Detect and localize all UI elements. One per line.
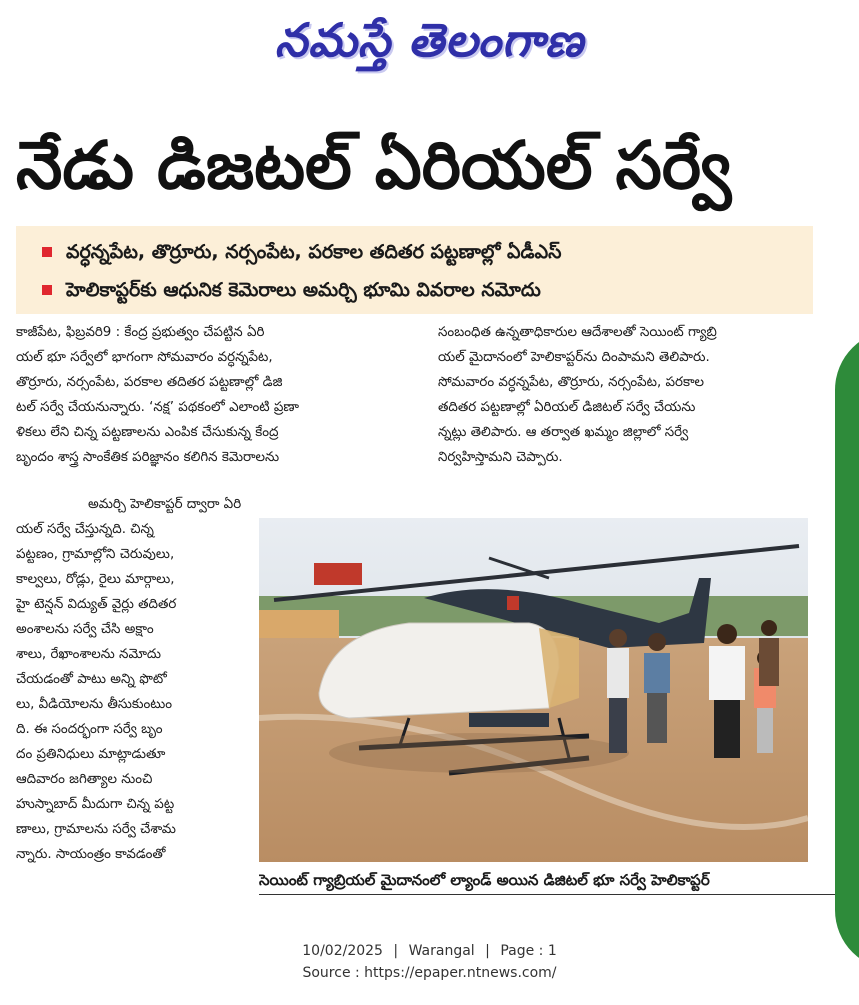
footer-source-link[interactable]: https://epaper.ntnews.com/: [364, 965, 557, 981]
text-line: శాలు, రేఖాంశాలను నమోదు: [16, 647, 162, 662]
footer-edition-line: [0, 943, 859, 959]
text-line: లు, వీడియోలను తీసుకుంటుం: [16, 697, 173, 712]
text-line: హుస్నాబాద్ మీదుగా చిన్న పట్ట: [16, 797, 175, 812]
bullet-icon: [42, 247, 52, 257]
text-line: చేయడంతో పాటు అన్ని ఫొటో: [16, 672, 167, 687]
text-line: పట్టణం, గ్రామాల్లోని చెరువులు,: [16, 547, 175, 562]
footer-date: 10/02/2025: [302, 943, 383, 959]
side-decorative-band: [835, 330, 859, 970]
text-line: నిర్వహిస్తామని చెప్పారు.: [438, 450, 563, 465]
photo-caption: సెయింట్ గ్యాబ్రియల్ మైదానంలో ల్యాండ్ అయిన డిజిటల్ భూ సర్వే హెలికాప్టర్: [259, 871, 710, 889]
helicopter-photo: [259, 518, 808, 862]
footer-separator: |: [393, 943, 399, 959]
text-line: అంశాలను సర్వే చేసి అక్షాం: [16, 622, 154, 637]
text-line: టల్ సర్వే చేయనున్నారు. ‘నక్ష’ పథకంలో ఎలాంటి ప్రణా: [16, 400, 299, 415]
article-left-narrow-column: [16, 492, 250, 867]
masthead-title: నమస్తే తెలంగాణ: [274, 13, 585, 67]
text-line: బృందం శాస్త్ర సాంకేతిక పరిజ్ఞానం కలిగిన కెమెరాలను: [16, 450, 280, 465]
text-line: ళికలు లేని చిన్న పట్టణాలను ఎంపిక చేసుకున్న కేంద్ర: [16, 425, 279, 440]
text-line: సోమవారం వర్ధన్నపేట, తొర్రూరు, నర్సంపేట, పరకాల: [438, 375, 705, 390]
highlight-item: [66, 272, 541, 308]
text-line: దం ప్రతినిధులు మాట్లాడుతూ: [16, 747, 166, 762]
helicopter-illustration: [259, 518, 808, 862]
caption-divider: [259, 894, 839, 895]
highlight-text: వర్ధన్నపేట, తొర్రూరు, నర్సంపేట, పరకాల తదితర పట్టణాల్లో ఏడీఎస్: [66, 241, 562, 263]
text-line: యల్ సర్వే చేస్తున్నది. చిన్న: [16, 522, 154, 537]
article-right-column: [438, 320, 833, 470]
text-line: తదితర పట్టణాల్లో ఏరియల్ డిజిటల్ సర్వే చేయను: [438, 400, 696, 415]
text-line: సంబంధిత ఉన్నతాధికారుల ఆదేశాలతో సెయింట్ గ్యాబ్రి: [438, 325, 717, 340]
footer-page: Page : 1: [500, 943, 557, 959]
text-line: ది. ఈ సందర్భంగా సర్వే బృం: [16, 722, 163, 737]
footer-source-line: [0, 965, 859, 981]
text-line: తొర్రూరు, నర్సంపేట, పరకాల తదితర పట్టణాల్లో డిజి: [16, 375, 283, 390]
article-left-column: [16, 320, 436, 470]
text-line: అమర్చి హెలికాప్టర్ ద్వారా ఏరి: [88, 497, 242, 512]
text-line: హై టెన్షన్ విద్యుత్ వైర్లు తదితర: [16, 597, 177, 612]
text-line: యల్ మైదానంలో హెలికాప్టర్‌ను దింపామని తెలిపారు.: [438, 350, 710, 365]
footer-edition: Warangal: [408, 943, 475, 959]
headline: నేడు డిజటల్ ఏరియల్ సర్వే: [16, 127, 732, 204]
text-line: కాల్వలు, రోడ్లు, రైలు మార్గాలు,: [16, 572, 175, 587]
text-line: న్నట్లు తెలిపారు. ఆ తర్వాత ఖమ్మం జిల్లాలో సర్వే: [438, 425, 689, 440]
bullet-icon: [42, 285, 52, 295]
footer-source-label: Source :: [302, 965, 365, 981]
highlight-item: [66, 234, 561, 270]
text-line: యల్ భూ సర్వేలో భాగంగా సోమవారం వర్ధన్నపేట,: [16, 350, 273, 365]
highlight-text: హెలికాప్టర్‌కు ఆధునిక కెమెరాలు అమర్చి భూమి వివరాల నమోదు: [66, 279, 541, 301]
text-line: న్నారు. సాయంత్రం కావడంతో: [16, 847, 166, 862]
highlights-box: [16, 226, 813, 314]
footer-separator: |: [485, 943, 490, 959]
text-line: ఆదివారం జగిత్యాల నుంచి: [16, 772, 153, 787]
text-line: ణాలు, గ్రామాలను సర్వే చేశామ: [16, 822, 176, 837]
text-line: కాజీపేట, ఫిబ్రవరి9 : కేంద్ర ప్రభుత్వం చేపట్టిన ఏరి: [16, 325, 265, 340]
